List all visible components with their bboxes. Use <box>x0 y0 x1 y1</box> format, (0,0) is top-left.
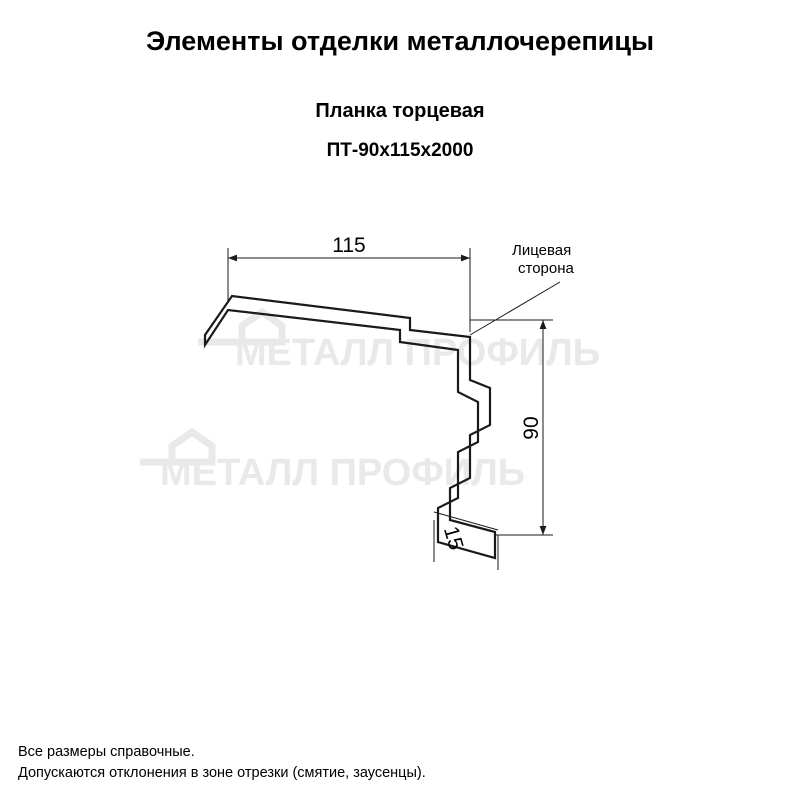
watermark-text-bottom: МЕТАЛЛ ПРОФИЛЬ <box>160 452 526 494</box>
dimension-top <box>228 248 470 332</box>
face-side-label-line2: сторона <box>518 260 574 277</box>
face-side-leader <box>470 282 560 335</box>
product-name: Планка торцевая <box>315 100 485 122</box>
dimension-label-right: 90 <box>520 416 543 440</box>
technical-drawing <box>0 190 800 640</box>
footnotes <box>18 742 426 784</box>
dimension-label-top: 115 <box>332 234 366 257</box>
product-code: ПТ-90х115х2000 <box>326 140 474 161</box>
footnote-line-1: Все размеры справочные. <box>18 743 195 760</box>
profile-outline <box>205 296 495 558</box>
face-side-label-line1: Лицевая <box>512 242 572 259</box>
watermark-text-top: МЕТАЛЛ ПРОФИЛЬ <box>235 332 601 374</box>
page-title: Элементы отделки металлочерепицы <box>145 26 655 56</box>
footnote-line-2: Допускаются отклонения в зоне отрезки (смятие, заусенцы). <box>18 764 426 781</box>
dimension-label-bottom: 15 <box>438 523 468 553</box>
